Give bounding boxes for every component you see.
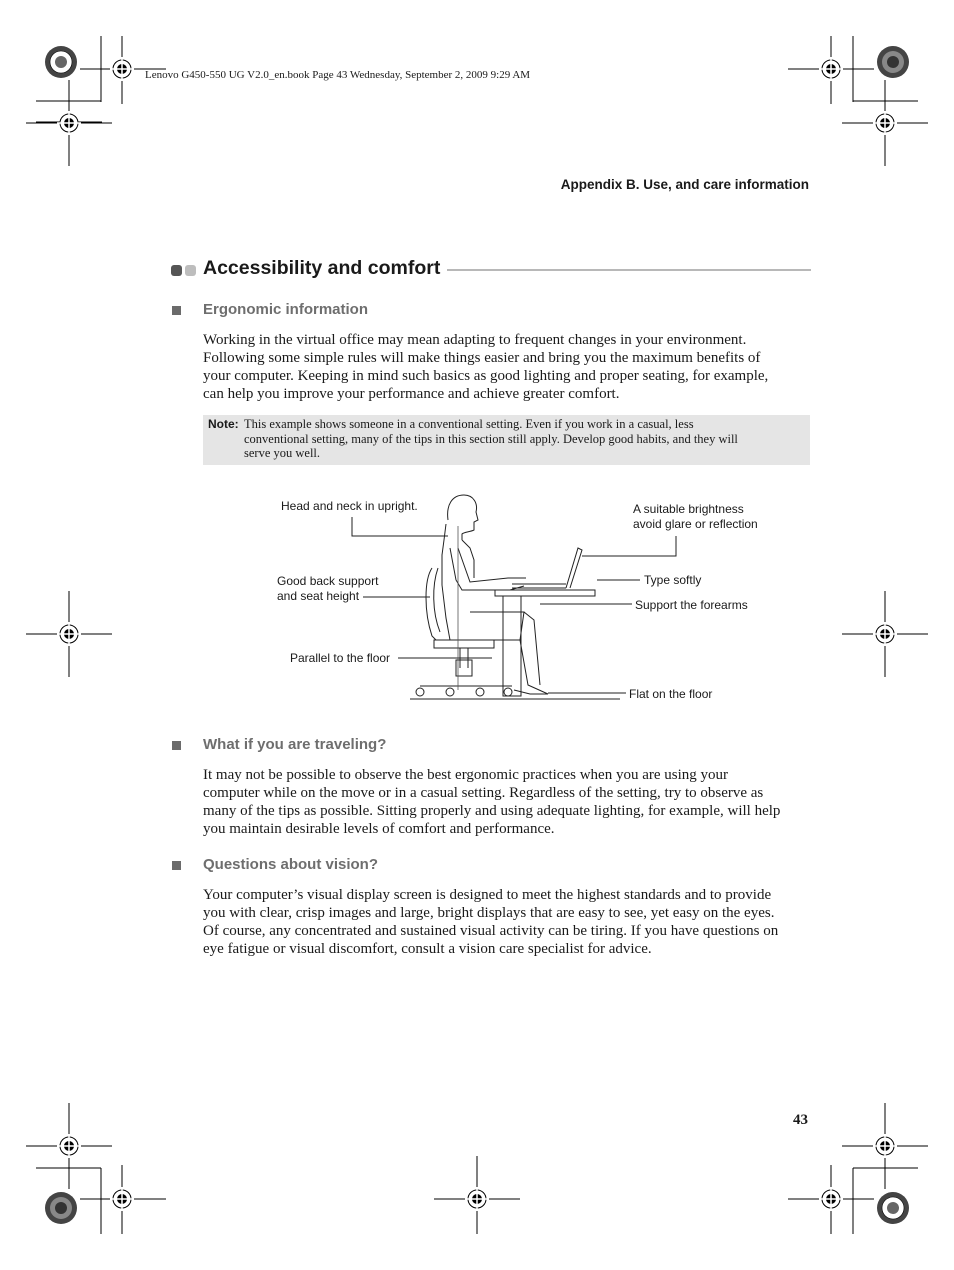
text-line: can help you improve your performance and achieve greater comfort. [203,386,620,402]
running-head: Appendix B. Use, and care information [560,177,809,192]
text-line: you with clear, crisp images and large, bright displays that are easy to see, yet easy on the eyes. [203,905,775,921]
figure-label-parallel: Parallel to the floor [290,651,391,665]
text-line: Working in the virtual office may mean adapting to frequent changes in your environment. [203,332,747,348]
text-line: It may not be possible to observe the best ergonomic practices when you are using your [203,767,729,783]
book-info-line: Lenovo G450-550 UG V2.0_en.book Page 43 Wednesday, September 2, 2009 9:29 AM [145,69,531,81]
vision-paragraph [203,886,811,958]
text-line: conventional setting, many of the tips in this section still apply. Develop good habits, and they will [244,431,738,446]
subheading-bullet [172,741,181,750]
figure-label-back-support [277,574,378,604]
text-line: This example shows someone in a conventional setting. Even if you work in a casual, less [244,417,694,431]
vision-heading: Questions about vision? [203,856,379,873]
text-line: Of course, any concentrated and sustained visual activity can be tiring. If you have questions on [203,923,779,939]
text-line: serve you well. [244,446,321,460]
text-line: Following some simple rules will make things easier and bring you the maximum benefits of [203,350,761,366]
text-line: many of the tips as possible. Sitting properly and using adequate lighting, for example, will help [203,803,781,819]
label-line: and seat height [277,589,360,603]
text-line: eye fatigue or visual discomfort, consult a vision care specialist for advice. [203,941,652,957]
text-line: you maintain desirable levels of comfort and performance. [203,821,555,837]
figure-label-type-softly: Type softly [644,573,702,587]
section-title: Accessibility and comfort [203,257,441,279]
text-line: your computer. Keeping in mind such basics as good lighting and proper seating, for example, [203,368,769,384]
figure-label-flat-floor: Flat on the floor [629,687,713,701]
ergonomic-heading: Ergonomic information [203,301,368,318]
text-line: Your computer’s visual display screen is designed to meet the highest standards and to provide [203,887,772,903]
label-line: Good back support [277,574,379,588]
note-label: Note: [208,417,239,431]
traveling-heading: What if you are traveling? [203,736,387,753]
traveling-paragraph [203,766,811,838]
figure-label-head-neck: Head and neck in upright. [281,499,418,513]
figure-label-forearms: Support the forearms [635,598,748,612]
figure-label-brightness [633,502,758,532]
subheading-bullet [172,861,181,870]
label-line: A suitable brightness [633,502,744,516]
label-line: avoid glare or reflection [633,517,758,531]
page-number: 43 [793,1112,808,1128]
text-line: computer while on the move or in a casual setting. Regardless of the setting, try to observe as [203,785,764,801]
